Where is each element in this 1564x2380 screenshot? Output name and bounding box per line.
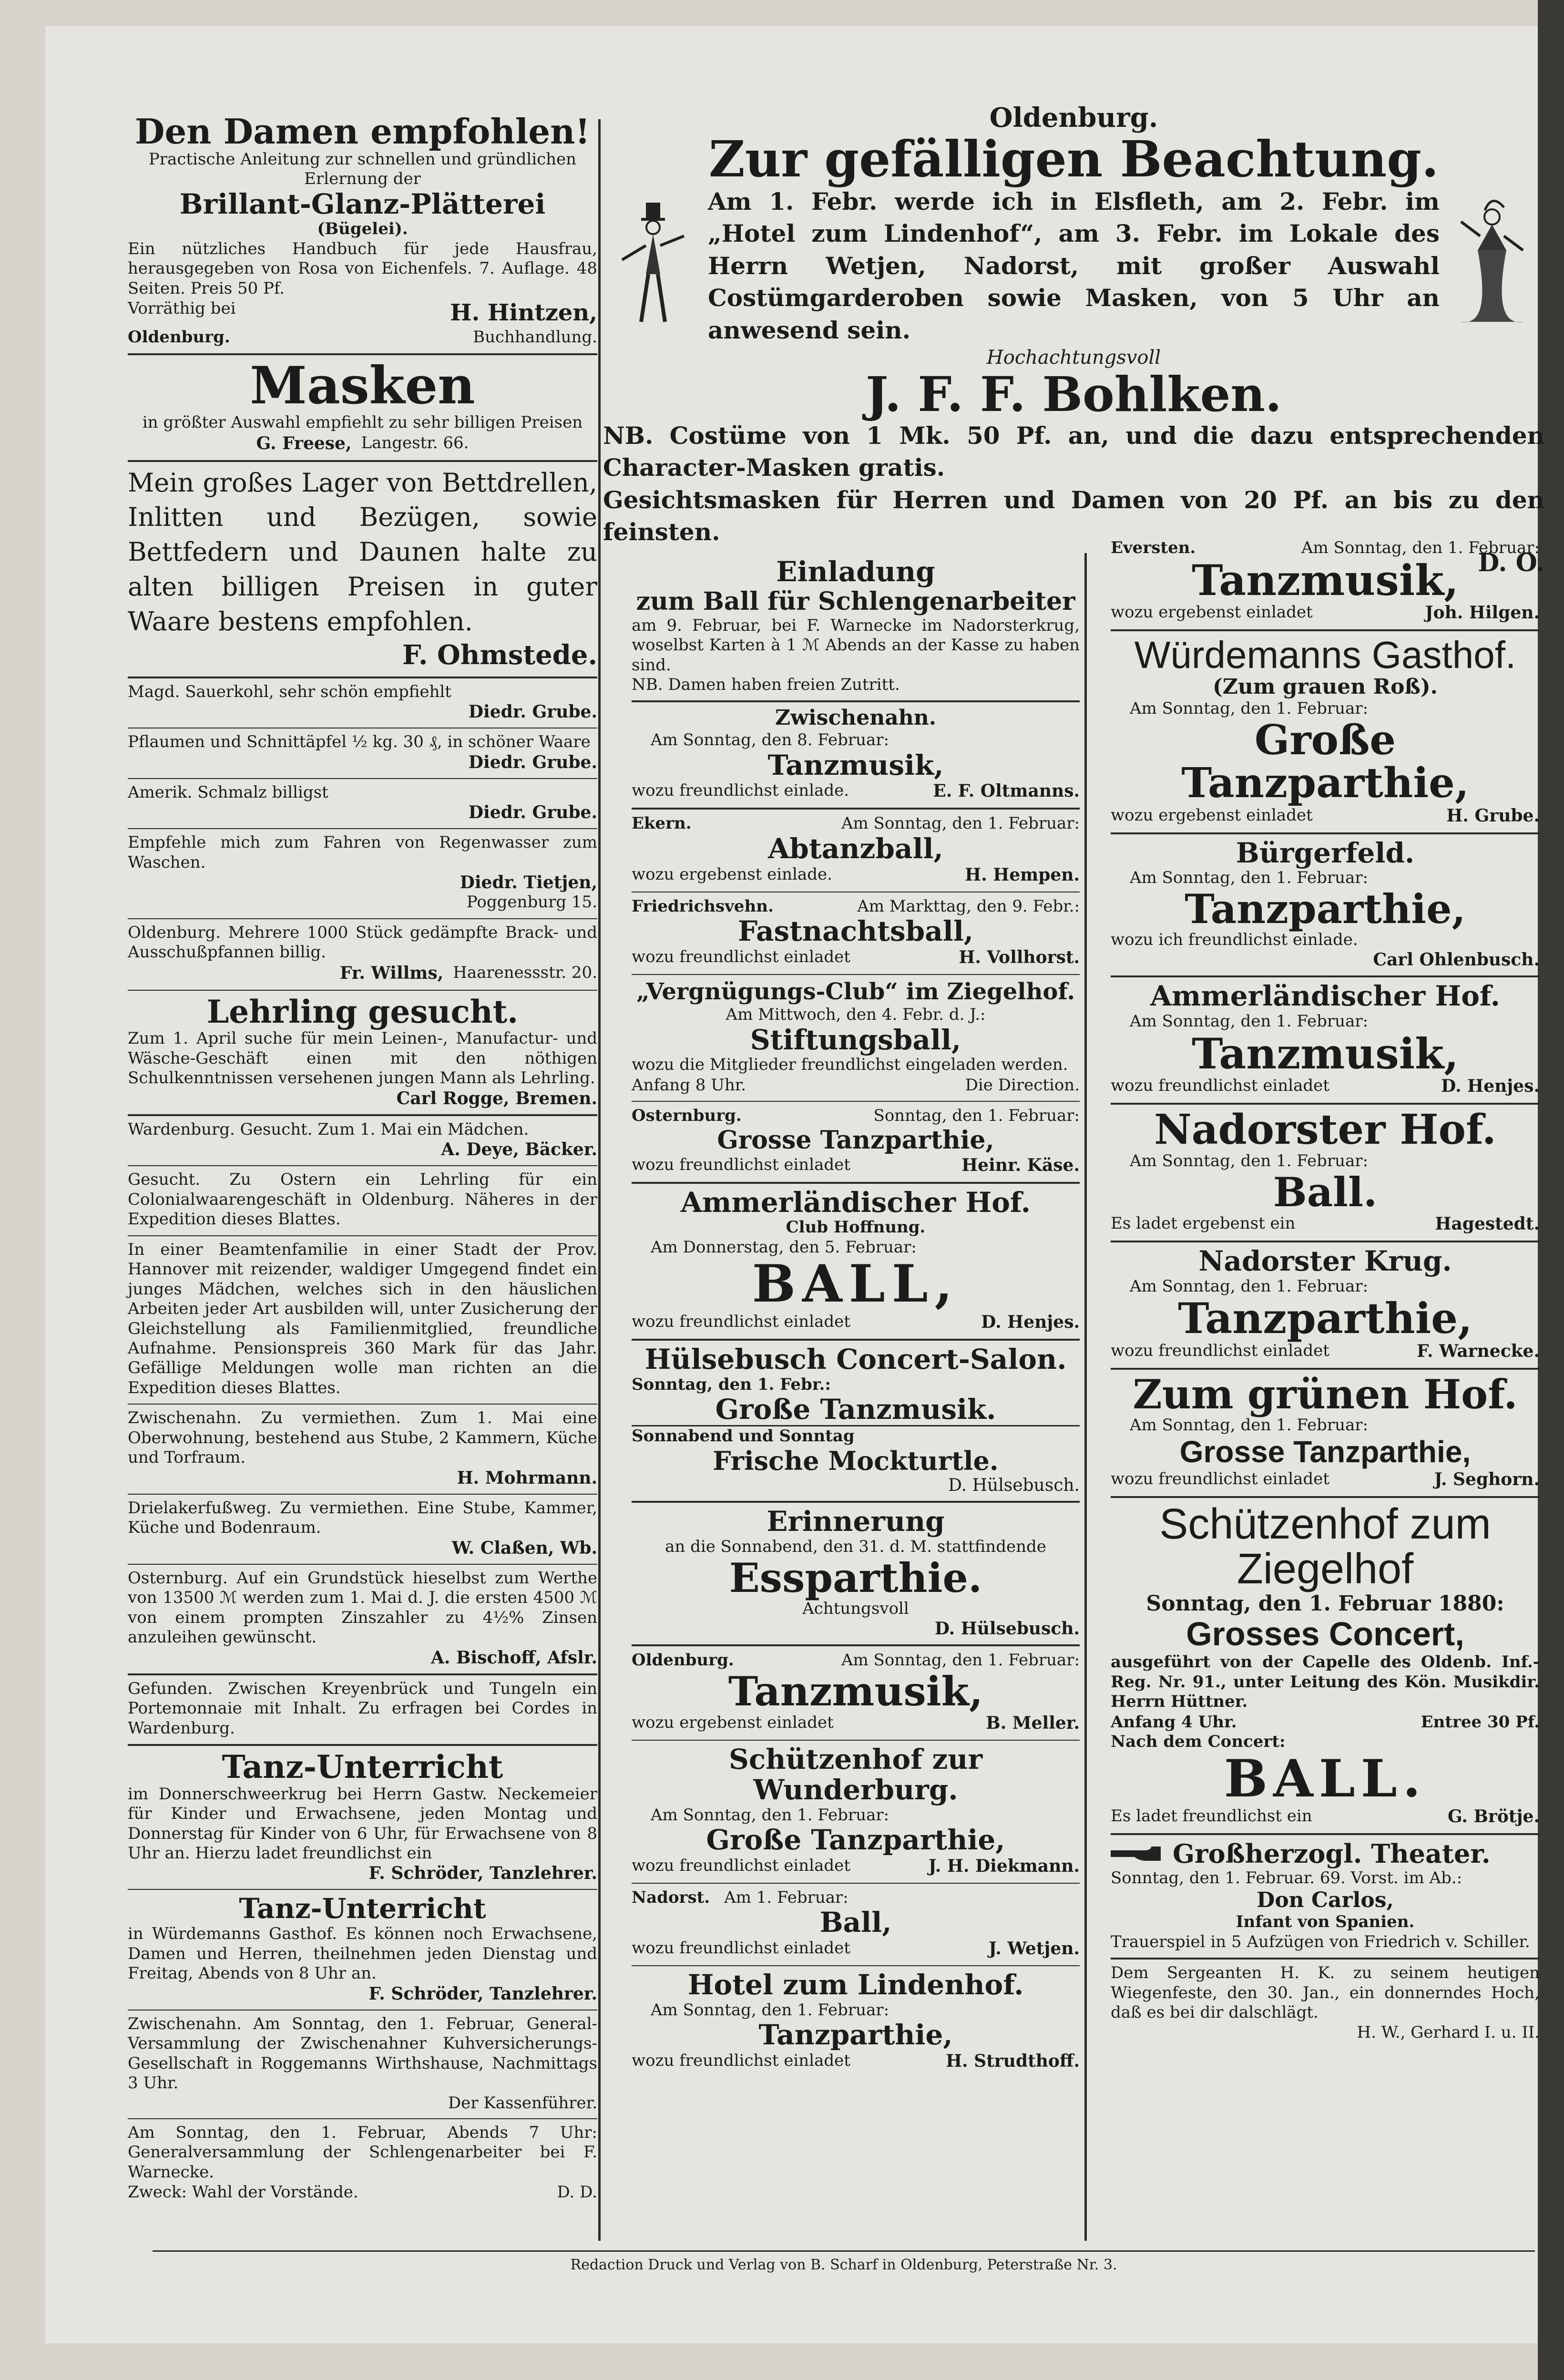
- ad-date: Am 1. Februar:: [724, 1888, 848, 1907]
- ad-found: [128, 1675, 597, 1746]
- ad-signature: W. Claßen, Wb.: [451, 1538, 597, 1558]
- ad-tiles: [128, 919, 597, 991]
- ad-invite: Es ladet freundlichst ein: [1111, 1806, 1312, 1826]
- ad-place: Oldenburg.: [632, 1651, 734, 1670]
- ad-nb: NB. Costüme von 1 Mk. 50 Pf. an, und die dazu entsprechenden Character-Masken gratis.: [603, 421, 1544, 482]
- ad-signature: D. D.: [557, 2182, 597, 2202]
- ad-signature: F. Warnecke.: [1417, 1341, 1540, 1361]
- ad-text: Magd. Sauerkohl, sehr schön empfiehlt: [128, 682, 451, 702]
- middle-column: [632, 553, 1080, 2078]
- ad-head: „Vergnügungs-Club“ im Ziegelhof.: [636, 978, 1075, 1005]
- ad-maid: [128, 1116, 597, 1166]
- ad-head: Ammerländischer Hof.: [1150, 980, 1500, 1013]
- ad-invite: wozu freundlichst einladet: [632, 947, 850, 966]
- ad-signature: H. Hempen.: [965, 864, 1080, 885]
- ad-signature: F. Schröder, Tanzlehrer.: [368, 1983, 597, 2004]
- ad-title: Grosse Tanzparthie,: [717, 1125, 994, 1155]
- ad-place: Oldenburg.: [989, 102, 1158, 133]
- ad-bedding: [128, 462, 597, 678]
- ad-sub: Infant von Spanien.: [1236, 1912, 1415, 1932]
- ad-friedrichsvehn: [632, 892, 1080, 975]
- ad-invite: wozu ergebenst einlade.: [632, 864, 832, 884]
- ad-text: Dem Sergeanten H. K. zu seinem heutigen Wiegenfeste, den 30. Jan., ein donnerndes Hoch, daß es bei dir dalschlägt.: [1111, 1963, 1540, 2022]
- ad-title: Tanzparthie,: [1185, 885, 1466, 933]
- ad-birthday: [1111, 1959, 1540, 2047]
- ad-signature: E. F. Oltmanns.: [933, 781, 1080, 801]
- column-rule-left: [598, 119, 601, 2241]
- ad-signature: D. Henjes.: [981, 1312, 1080, 1332]
- ad-address: Haarenessstr. 20.: [453, 963, 597, 982]
- ad-place: Bürgerfeld.: [1236, 836, 1415, 869]
- ad-text: im Donnerschweerkrug bei Herrn Gastw. Neckemeier für Kinder und Erwachsene, jeden Montag und Donnerstag für Kinder von 6 Uhr, für Erwachsene von 8 Uhr an. Hierzu ladet freundlichst ein: [128, 1784, 597, 1863]
- ad-nadorst: [632, 1884, 1080, 1966]
- ad-invite: wozu die Mitglieder freundlichst eingeladen werden.: [632, 1055, 1068, 1075]
- ad-sub: zum Ball für Schlengenarbeiter: [636, 586, 1075, 616]
- pointing-hand-icon: [1111, 1842, 1163, 1866]
- ad-date: Am Sonntag, den 8. Februar:: [651, 730, 889, 750]
- ad-sub: (Zum grauen Roß).: [1212, 674, 1438, 699]
- ad-reminder: [632, 1503, 1080, 1646]
- ad-place: Osternburg.: [632, 1106, 742, 1126]
- ad-assembly: [128, 2011, 597, 2119]
- ad-sauerkraut: [128, 678, 597, 728]
- ad-signature: J. Seghorn.: [1434, 1469, 1540, 1489]
- ad-zwischenahn: [632, 702, 1080, 810]
- ad-text: Pflaumen und Schnittäpfel ½ kg. 30 ₰, in schöner Waare: [128, 732, 591, 752]
- ad-dance-lessons-1: [128, 1746, 597, 1890]
- ad-head: Würdemanns Gasthof.: [1134, 633, 1516, 676]
- costume-figure-icon: [1452, 193, 1533, 331]
- imprint: Redaction Druck und Verlag von B. Scharf in Oldenburg, Peterstraße Nr. 3.: [153, 2250, 1535, 2273]
- ad-wuerdemann: [1111, 631, 1540, 834]
- ad-nadorster-krug: [1111, 1242, 1540, 1370]
- ad-text: Trauerspiel in 5 Aufzügen von Friedrich v. Schiller.: [1111, 1932, 1530, 1951]
- ad-gruener-hof: [1111, 1370, 1540, 1498]
- ad-ziegelhof-club: [632, 975, 1080, 1102]
- ad-after: Nach dem Concert:: [1111, 1732, 1286, 1752]
- ad-text: in größter Auswahl empfiehlt zu sehr billigen Preisen: [142, 413, 583, 432]
- ad-text: Mein großes Lager von Bettdrellen, Inlitten und Bezügen, sowie Bettfedern und Daunen halte zu alten billigen Preisen in guter Waare bestens empfohlen.: [128, 467, 597, 637]
- ad-date: Am Sonntag, den 1. Februar:: [1130, 1415, 1369, 1435]
- ad-osternburg: [632, 1102, 1080, 1183]
- ad-title: Den Damen empfohlen!: [135, 111, 590, 152]
- ad-title: Tanzmusik,: [728, 1667, 983, 1715]
- ad-signature: J. H. Diekmann.: [928, 1856, 1080, 1876]
- right-column: [1111, 534, 1540, 2048]
- ad-head: Zum grünen Hof.: [1133, 1370, 1518, 1418]
- ad-title: Tanzparthie,: [758, 2019, 953, 2052]
- ad-signature: H. W., Gerhard I. u. II.: [1357, 2022, 1540, 2042]
- ad-signature: Carl Rogge, Bremen.: [396, 1088, 597, 1108]
- ad-plums: [128, 728, 597, 779]
- ad-title: Masken: [250, 355, 475, 416]
- ad-text: In einer Beamtenfamilie in einer Stadt der Prov. Hannover mit reizender, waldiger Umgegend findet ein junges Mädchen, welches sich in den häuslichen Arbeiten jeder Art ausbilden will, unter Zusicherung der Gleichstellung als Familienmitglied, freundliche Aufnahme. Pensionspreis 360 Mark für das Jahr. Gefällige Meldungen wolle man richten an die Expedition dieses Blattes.: [128, 1240, 597, 1397]
- ad-wanted-apprentice: [128, 1166, 597, 1236]
- ad-title: Tanzmusik,: [1192, 1028, 1459, 1078]
- ad-text: ausgeführt von der Capelle des Oldenb. Inf.-Reg. Nr. 91., unter Leitung des Kön. Musikdir. Herrn Hüttner.: [1111, 1652, 1540, 1712]
- ad-text: Empfehle mich zum Fahren von Regenwasser zum Waschen.: [128, 833, 597, 872]
- ad-head: Nadorster Hof.: [1154, 1106, 1496, 1154]
- ad-title: Fastnachtsball,: [737, 915, 974, 948]
- ad-title: Don Carlos,: [1257, 1888, 1394, 1912]
- ad-huelsebusch: [632, 1341, 1080, 1503]
- ad-greeting: Hochachtungsvoll: [986, 347, 1161, 369]
- ad-buergerfeld: [1111, 834, 1540, 978]
- ad-title: Frische Mockturtle.: [713, 1446, 999, 1477]
- ad-invite: wozu ergebenst einladet: [1111, 805, 1313, 825]
- ad-date: Am Markttag, den 9. Febr.:: [857, 896, 1080, 916]
- ad-signature: Diedr. Tietjen,: [460, 872, 597, 893]
- ad-text: am 9. Februar, bei F. Warnecke im Nadorsterkrug, woselbst Karten à 1 ℳ Abends an der Kasse zu haben sind.: [632, 616, 1080, 675]
- ad-text: Zwischenahn. Am Sonntag, den 1. Februar, General-Versammlung der Zwischenahner Kuhversicherungs-Gesellschaft in Roggemanns Wirthshause, Nachmittags 3 Uhr.: [128, 2014, 597, 2093]
- ad-date: Am Sonntag, den 1. Februar:: [1301, 538, 1540, 557]
- ad-signature: H. Strudthoff.: [946, 2051, 1080, 2072]
- ad-club: Club Hoffnung.: [786, 1218, 926, 1237]
- ad-date: Am Sonntag, den 1. Februar:: [841, 814, 1080, 833]
- ad-invite: wozu freundlichst einladet: [632, 1312, 850, 1331]
- ad-title: BALL,: [752, 1254, 960, 1314]
- ad-general-meeting: [128, 2119, 597, 2208]
- ad-head: Großherzogl. Theater.: [1173, 1838, 1491, 1869]
- ad-text: Ein nützliches Handbuch für jede Hausfrau, herausgegeben von Rosa von Eichenfels. 7. Auflage. 48 Seiten. Preis 50 Pf.: [128, 239, 597, 298]
- ad-family: [128, 1236, 597, 1405]
- ad-invite: wozu ich freundlichst einlade.: [1111, 930, 1358, 949]
- ad-signature: H. Mohrmann.: [457, 1467, 597, 1488]
- ad-invite: Es ladet ergebenst ein: [1111, 1214, 1296, 1233]
- ad-head: Schützenhof zum Ziegelhof: [1159, 1500, 1491, 1593]
- ad-start: Anfang 4 Uhr.: [1111, 1712, 1237, 1732]
- ad-lindenhof: [632, 1966, 1080, 2078]
- ad-signature: Diedr. Grube.: [468, 802, 597, 823]
- ad-date: Am Mittwoch, den 4. Febr. d. J.:: [726, 1005, 986, 1025]
- ad-signature: J. Wetjen.: [989, 1939, 1080, 1959]
- ad-schuetzenhof-ziegelhof: [1111, 1498, 1540, 1835]
- ad-signature: Joh. Hilgen.: [1425, 602, 1540, 623]
- ad-title: Einladung: [776, 555, 935, 588]
- ad-invite: wozu freundlichst einlade.: [632, 781, 849, 800]
- ad-date: Am Sonntag, den 1. Februar:: [1130, 699, 1369, 718]
- ad-invite: wozu freundlichst einladet: [1111, 1341, 1329, 1360]
- ad-signature: B. Meller.: [986, 1713, 1080, 1733]
- ad-title: Zur gefälligen Beachtung.: [708, 130, 1439, 189]
- ad-text: Oldenburg. Mehrere 1000 Stück gedämpfte Brack- und Ausschußpfannen billig.: [128, 923, 597, 962]
- ad-text: in Würdemanns Gasthof. Es können noch Erwachsene, Damen und Herren, theilnehmen jeden Dienstag und Freitag, Abends von 8 Uhr an.: [128, 1924, 597, 1983]
- ad-signature: Hagestedt.: [1435, 1214, 1540, 1234]
- ad-text: Wardenburg. Gesucht. Zum 1. Mai ein Mädchen.: [128, 1119, 529, 1139]
- ad-signature: Carl Ohlenbusch.: [1373, 950, 1540, 970]
- ad-date: Am Sonntag, den 1. Februar:: [651, 2000, 889, 2020]
- ad-start: Anfang 8 Uhr.: [632, 1075, 746, 1095]
- ad-signature: Diedr. Grube.: [468, 702, 597, 722]
- ad-title: Stiftungsball,: [750, 1023, 961, 1056]
- ad-signature: D. O.: [1478, 548, 1544, 577]
- ad-text: Drielakerfußweg. Zu vermiethen. Eine Stube, Kammer, Küche und Bodenraum.: [128, 1498, 597, 1538]
- ad-text: Gesucht. Zu Ostern ein Lehrling für ein Colonialwaarengeschäft in Oldenburg. Näheres in der Expedition dieses Blattes.: [128, 1170, 597, 1229]
- ad-signature: A. Bischoff, Afslr.: [430, 1647, 597, 1668]
- ad-place: Nadorst.: [632, 1888, 710, 1907]
- ad-price: Entree 30 Pf.: [1421, 1712, 1540, 1732]
- ad-signature: G. Freese,: [256, 433, 352, 453]
- ad-date: Am Sonntag, den 1. Februar:: [651, 1805, 889, 1825]
- ad-signature: D. Hülsebusch.: [948, 1476, 1080, 1496]
- ad-sub: (Bügelei).: [317, 219, 408, 239]
- ad-signature: J. F. F. Bohlken.: [866, 366, 1282, 422]
- ad-signature: Der Kassenführer.: [448, 2093, 597, 2113]
- ad-trade: Buchhandlung.: [473, 328, 597, 347]
- ad-place: Eversten.: [1111, 538, 1196, 557]
- ad-nb: NB. Damen haben freien Zutritt.: [632, 675, 900, 694]
- ad-signature: Fr. Willms,: [339, 963, 444, 983]
- ad-head: Erinnerung: [767, 1505, 945, 1538]
- ad-invite: wozu freundlichst einladet: [1111, 1076, 1329, 1096]
- ad-date: Sonnabend und Sonntag: [632, 1425, 1080, 1446]
- ad-date: Sonntag, den 1. Febr.:: [632, 1375, 831, 1394]
- ad-title: Tanzparthie,: [1178, 1293, 1472, 1344]
- ad-ekern: [632, 810, 1080, 892]
- ad-ladies: [128, 110, 597, 355]
- ad-text: Amerik. Schmalz billigst: [128, 782, 328, 802]
- ad-wunderburg: [632, 1741, 1080, 1884]
- ad-nadorster-hof: [1111, 1105, 1540, 1242]
- ad-title: Essparthie.: [729, 1554, 982, 1601]
- ad-head: Hotel zum Lindenhof.: [687, 1969, 1024, 2001]
- ad-text: Practische Anleitung zur schnellen und gründlichen Erlernung der: [148, 149, 577, 189]
- ad-stock: Vorräthig bei: [128, 299, 236, 318]
- ad-title: Abtanzball,: [768, 832, 943, 865]
- ad-signature: G. Brötje.: [1447, 1806, 1540, 1827]
- ad-invite: wozu ergebenst einladet: [632, 1713, 834, 1732]
- ad-date: Am Sonntag, den 1. Februar:: [1130, 1276, 1369, 1296]
- ad-signature: H. Grube.: [1446, 805, 1540, 826]
- ad-rent-2: [128, 1495, 597, 1565]
- ad-greeting: Achtungsvoll: [802, 1599, 909, 1618]
- ad-rainwater: [128, 829, 597, 919]
- ad-text: an die Sonnabend, den 31. d. M. stattfindende: [665, 1537, 1046, 1557]
- ad-title: Große Tanzparthie,: [1181, 716, 1469, 808]
- ad-address: Poggenburg 15.: [466, 892, 597, 912]
- ad-purpose: Zweck: Wahl der Vorstände.: [128, 2182, 358, 2202]
- ad-signature: Die Direction.: [965, 1075, 1080, 1095]
- ad-dance-lessons-2: [128, 1890, 597, 2010]
- ad-signature: F. Schröder, Tanzlehrer.: [368, 1863, 597, 1884]
- ad-date: Am Sonntag, den 1. Februar:: [1130, 1012, 1369, 1031]
- ad-signature: H. Vollhorst.: [959, 947, 1080, 967]
- ad-invite: wozu ergebenst einladet: [1111, 602, 1313, 622]
- ad-text: Gefunden. Zwischen Kreyenbrück und Tungeln ein Portemonnaie mit Inhalt. Zu erfragen bei Cordes in Wardenburg.: [128, 1679, 597, 1738]
- ad-theater: [1111, 1835, 1540, 1959]
- ad-title: Grosse Tanzparthie,: [1179, 1435, 1471, 1469]
- ad-signature: F. Ohmstede.: [402, 639, 597, 671]
- ad-eversten: [1111, 534, 1540, 631]
- ad-invitation: [632, 553, 1080, 702]
- ad-nb-masks: Gesichtsmasken für Herren und Damen von 20 Pf. an bis zu den feinsten.: [603, 485, 1544, 546]
- ad-head: Brillant-Glanz-Plätterei: [179, 187, 546, 220]
- ad-signature: D. Hülsebusch.: [934, 1619, 1080, 1639]
- ad-title: Große Tanzparthie,: [706, 1824, 1005, 1857]
- ad-text: Zwischenahn. Zu vermiethen. Zum 1. Mai eine Oberwohnung, bestehend aus Stube, 2 Kammern, Küche und Torfraum.: [128, 1408, 597, 1467]
- ad-head: Schützenhof zur Wunderburg.: [729, 1743, 982, 1806]
- ad-date: Am Sonntag, den 1. Februar:: [1130, 1151, 1369, 1171]
- ad-text: Am Sonntag, den 1. Februar, Abends 7 Uhr: Generalversammlung der Schlengenarbeiter bei F. Warnecke.: [128, 2123, 597, 2182]
- ad-date: Am Donnerstag, den 5. Februar:: [651, 1237, 917, 1257]
- ad-place: Zwischenahn.: [775, 706, 937, 730]
- ad-address: Langestr. 66.: [361, 433, 469, 452]
- ad-signature: Diedr. Grube.: [468, 752, 597, 772]
- ad-title: BALL.: [1224, 1748, 1427, 1809]
- ad-date: Sonntag, den 1. Februar:: [873, 1106, 1080, 1126]
- ad-place: Oldenburg.: [128, 328, 230, 347]
- ad-apprentice: [128, 991, 597, 1116]
- costume-figure-icon: [613, 198, 694, 336]
- ad-title: Tanzmusik,: [1192, 555, 1459, 605]
- ad-ammerland-hof: [1111, 977, 1540, 1105]
- ad-title: Große Tanzmusik.: [715, 1393, 996, 1426]
- ad-invite: wozu freundlichst einladet: [1111, 1469, 1329, 1488]
- ad-title: Lehrling gesucht.: [206, 993, 519, 1030]
- ad-invite: wozu freundlichst einladet: [632, 1856, 850, 1875]
- ad-signature: D. Henjes.: [1441, 1076, 1540, 1097]
- ad-oldenburg-music: [632, 1646, 1080, 1741]
- ad-bohlken: [603, 103, 1544, 577]
- ad-date: Sonntag, den 1. Februar. 69. Vorst. im Ab.:: [1111, 1868, 1462, 1888]
- ad-invite: wozu freundlichst einladet: [632, 1939, 850, 1958]
- ad-title: Tanzmusik,: [767, 749, 944, 781]
- ad-title: Ball,: [819, 1906, 892, 1939]
- ad-lard: [128, 779, 597, 829]
- ad-signature: Heinr. Käse.: [961, 1155, 1080, 1175]
- ad-title: Ball.: [1273, 1168, 1378, 1216]
- ad-title: Tanz-Unterricht: [222, 1748, 503, 1786]
- ad-invite: wozu freundlichst einladet: [632, 2051, 850, 2071]
- ad-place: Ekern.: [632, 814, 692, 833]
- left-column: [128, 86, 597, 2208]
- ad-head: Ammerländischer Hof.: [681, 1186, 1031, 1219]
- ad-title: Tanz-Unterricht: [239, 1892, 486, 1925]
- ad-invite: wozu freundlichst einladet: [632, 1155, 850, 1174]
- ad-date: Am Sonntag, den 1. Februar:: [841, 1651, 1080, 1670]
- ad-signature: A. Deye, Bäcker.: [441, 1139, 597, 1160]
- ad-masks: [128, 355, 597, 462]
- ad-text: Zum 1. April suche für mein Leinen-, Manufactur- und Wäsche-Geschäft einen mit den nöthigen Schulkenntnissen versehenen jungen Mann als Lehrling.: [128, 1029, 597, 1088]
- ad-date: Am Sonntag, den 1. Februar:: [1130, 868, 1369, 888]
- ad-text: Osternburg. Auf ein Grundstück hieselbst zum Werthe von 13500 ℳ werden zum 1. Mai d. J. die ersten 4500 ℳ von einem prompten Zinszahler zu 4½% Zinsen anzuleihen gewünscht.: [128, 1568, 597, 1647]
- ad-date: Sonntag, den 1. Februar 1880:: [1146, 1591, 1504, 1616]
- ad-place: Friedrichsvehn.: [632, 896, 774, 916]
- ad-title: Grosses Concert,: [1186, 1615, 1464, 1653]
- ad-loan: [128, 1565, 597, 1675]
- ad-rent-1: [128, 1405, 597, 1494]
- ad-head: Hülsebusch Concert-Salon.: [644, 1343, 1067, 1375]
- column-rule-right: [1084, 553, 1087, 2241]
- ad-text: Am 1. Febr. werde ich in Elsfleth, am 2. Febr. im „Hotel zum Lindenhof“, am 3. Febr. im Lokale des Herrn Wetjen, Nadorst, mit großer Auswahl Costümgarderoben sowie Masken, von 5 Uhr an anwesend sein.: [708, 187, 1440, 344]
- ad-head: Nadorster Krug.: [1198, 1245, 1452, 1278]
- ad-ammerland-club: [632, 1184, 1080, 1341]
- ad-signature: H. Hintzen,: [450, 299, 597, 327]
